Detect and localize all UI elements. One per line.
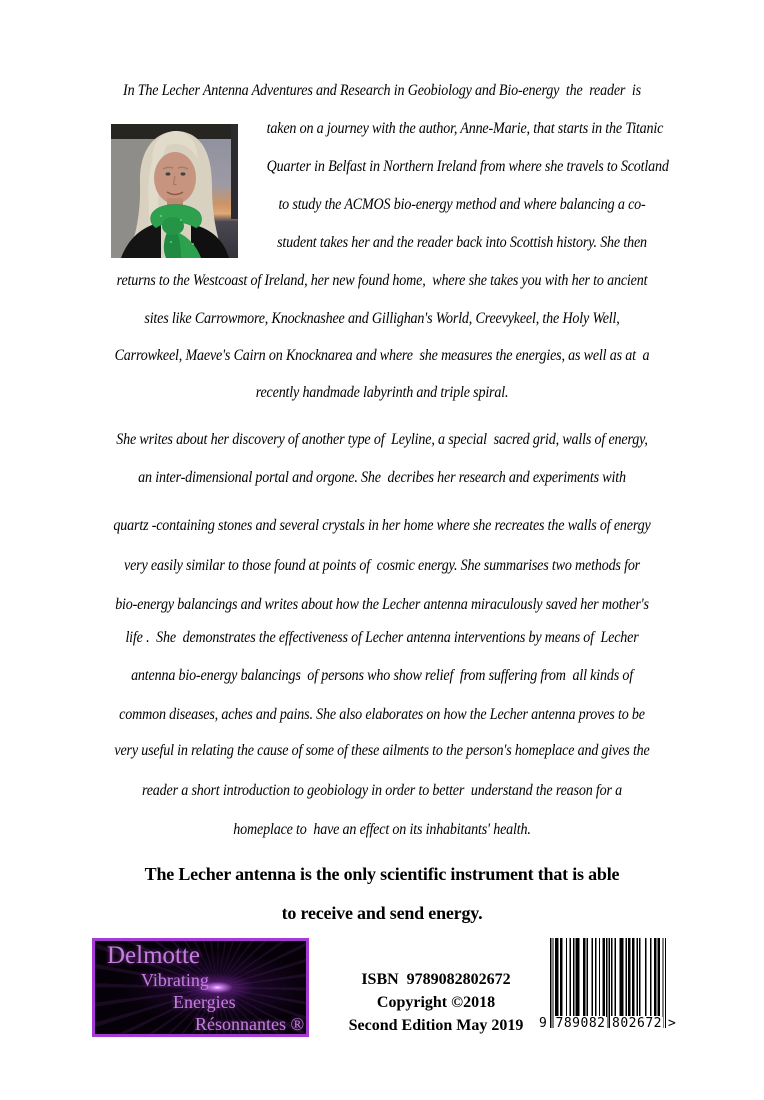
- blurb-line: to study the ACMOS bio-energy method and where balancing a co-: [278, 196, 646, 213]
- blurb-line: In The Lecher Antenna Adventures and Research in Geobiology and Bio-energy the reader is: [123, 82, 641, 99]
- copyright-line: Copyright ©2018: [376, 994, 496, 1011]
- blurb-line: recently handmade labyrinth and triple spiral.: [255, 384, 509, 401]
- statement-line: The Lecher antenna is the only scientific instrument that is able: [144, 864, 620, 884]
- imprint-block: [326, 968, 546, 1037]
- isbn-barcode: [539, 938, 676, 1038]
- edition-line: Second Edition May 2019: [348, 1017, 524, 1034]
- blurb-line: very useful in relating the cause of some of these ailments to the person's homeplace and gives the: [114, 742, 650, 759]
- publisher-logo-word: Energies: [173, 992, 236, 1012]
- publisher-logo: [92, 938, 309, 1037]
- barcode-digit-group1: 789082: [555, 1016, 606, 1031]
- blurb-line: Carrowkeel, Maeve's Cairn on Knocknarea and where she measures the energies, as well as at a: [114, 347, 650, 364]
- blurb-line: quartz -containing stones and several crystals in her home where she recreates the walls of energy: [113, 517, 651, 534]
- blurb-line: taken on a journey with the author, Anne-Marie, that starts in the Titanic: [266, 120, 664, 137]
- blurb-line: homeplace to have an effect on its inhabitants' health.: [233, 821, 531, 838]
- publisher-logo-word: Vibrating: [141, 970, 209, 990]
- blurb-line: bio-energy balancings and writes about how the Lecher antenna miraculously saved her mother's: [115, 596, 649, 613]
- author-photo: [111, 124, 238, 258]
- blurb-line: life . She demonstrates the effectiveness of Lecher antenna interventions by means of Lecher: [125, 629, 639, 646]
- blurb-line: student takes her and the reader back into Scottish history. She then: [277, 234, 647, 251]
- statement-line: to receive and send energy.: [281, 903, 483, 923]
- publisher-logo-name: Delmotte: [107, 942, 201, 969]
- barcode-digit-group2: 802672: [612, 1016, 662, 1031]
- publisher-logo-word: Résonnantes ®: [195, 1014, 305, 1034]
- blurb-line: sites like Carrowmore, Knocknashee and Gillighan's World, Creevykeel, the Holy Well,: [144, 310, 620, 327]
- barcode-digit-left: 9: [539, 1016, 547, 1031]
- blurb-line: returns to the Westcoast of Ireland, her new found home, where she takes you with her to ancient: [116, 272, 648, 289]
- isbn-number: ISBN 9789082802672: [361, 971, 511, 988]
- barcode-trailer: >: [668, 1016, 676, 1031]
- blurb-line: common diseases, aches and pains. She also elaborates on how the Lecher antenna proves to be: [119, 706, 645, 723]
- blurb-line: reader a short introduction to geobiology in order to better understand the reason for a: [141, 782, 623, 799]
- author-photo-illustration: [111, 124, 238, 258]
- blurb-line: antenna bio-energy balancings of persons who show relief from suffering from all kinds of: [131, 667, 633, 684]
- blurb-line: very easily similar to those found at points of cosmic energy. She summarises two methods for: [124, 557, 640, 574]
- blurb-line: She writes about her discovery of another type of Leyline, a special sacred grid, walls of energy,: [116, 431, 648, 448]
- blurb-line: an inter-dimensional portal and orgone. She decribes her research and experiments with: [138, 469, 626, 486]
- blurb-line: Quarter in Belfast in Northern Ireland from where she travels to Scotland: [266, 158, 669, 175]
